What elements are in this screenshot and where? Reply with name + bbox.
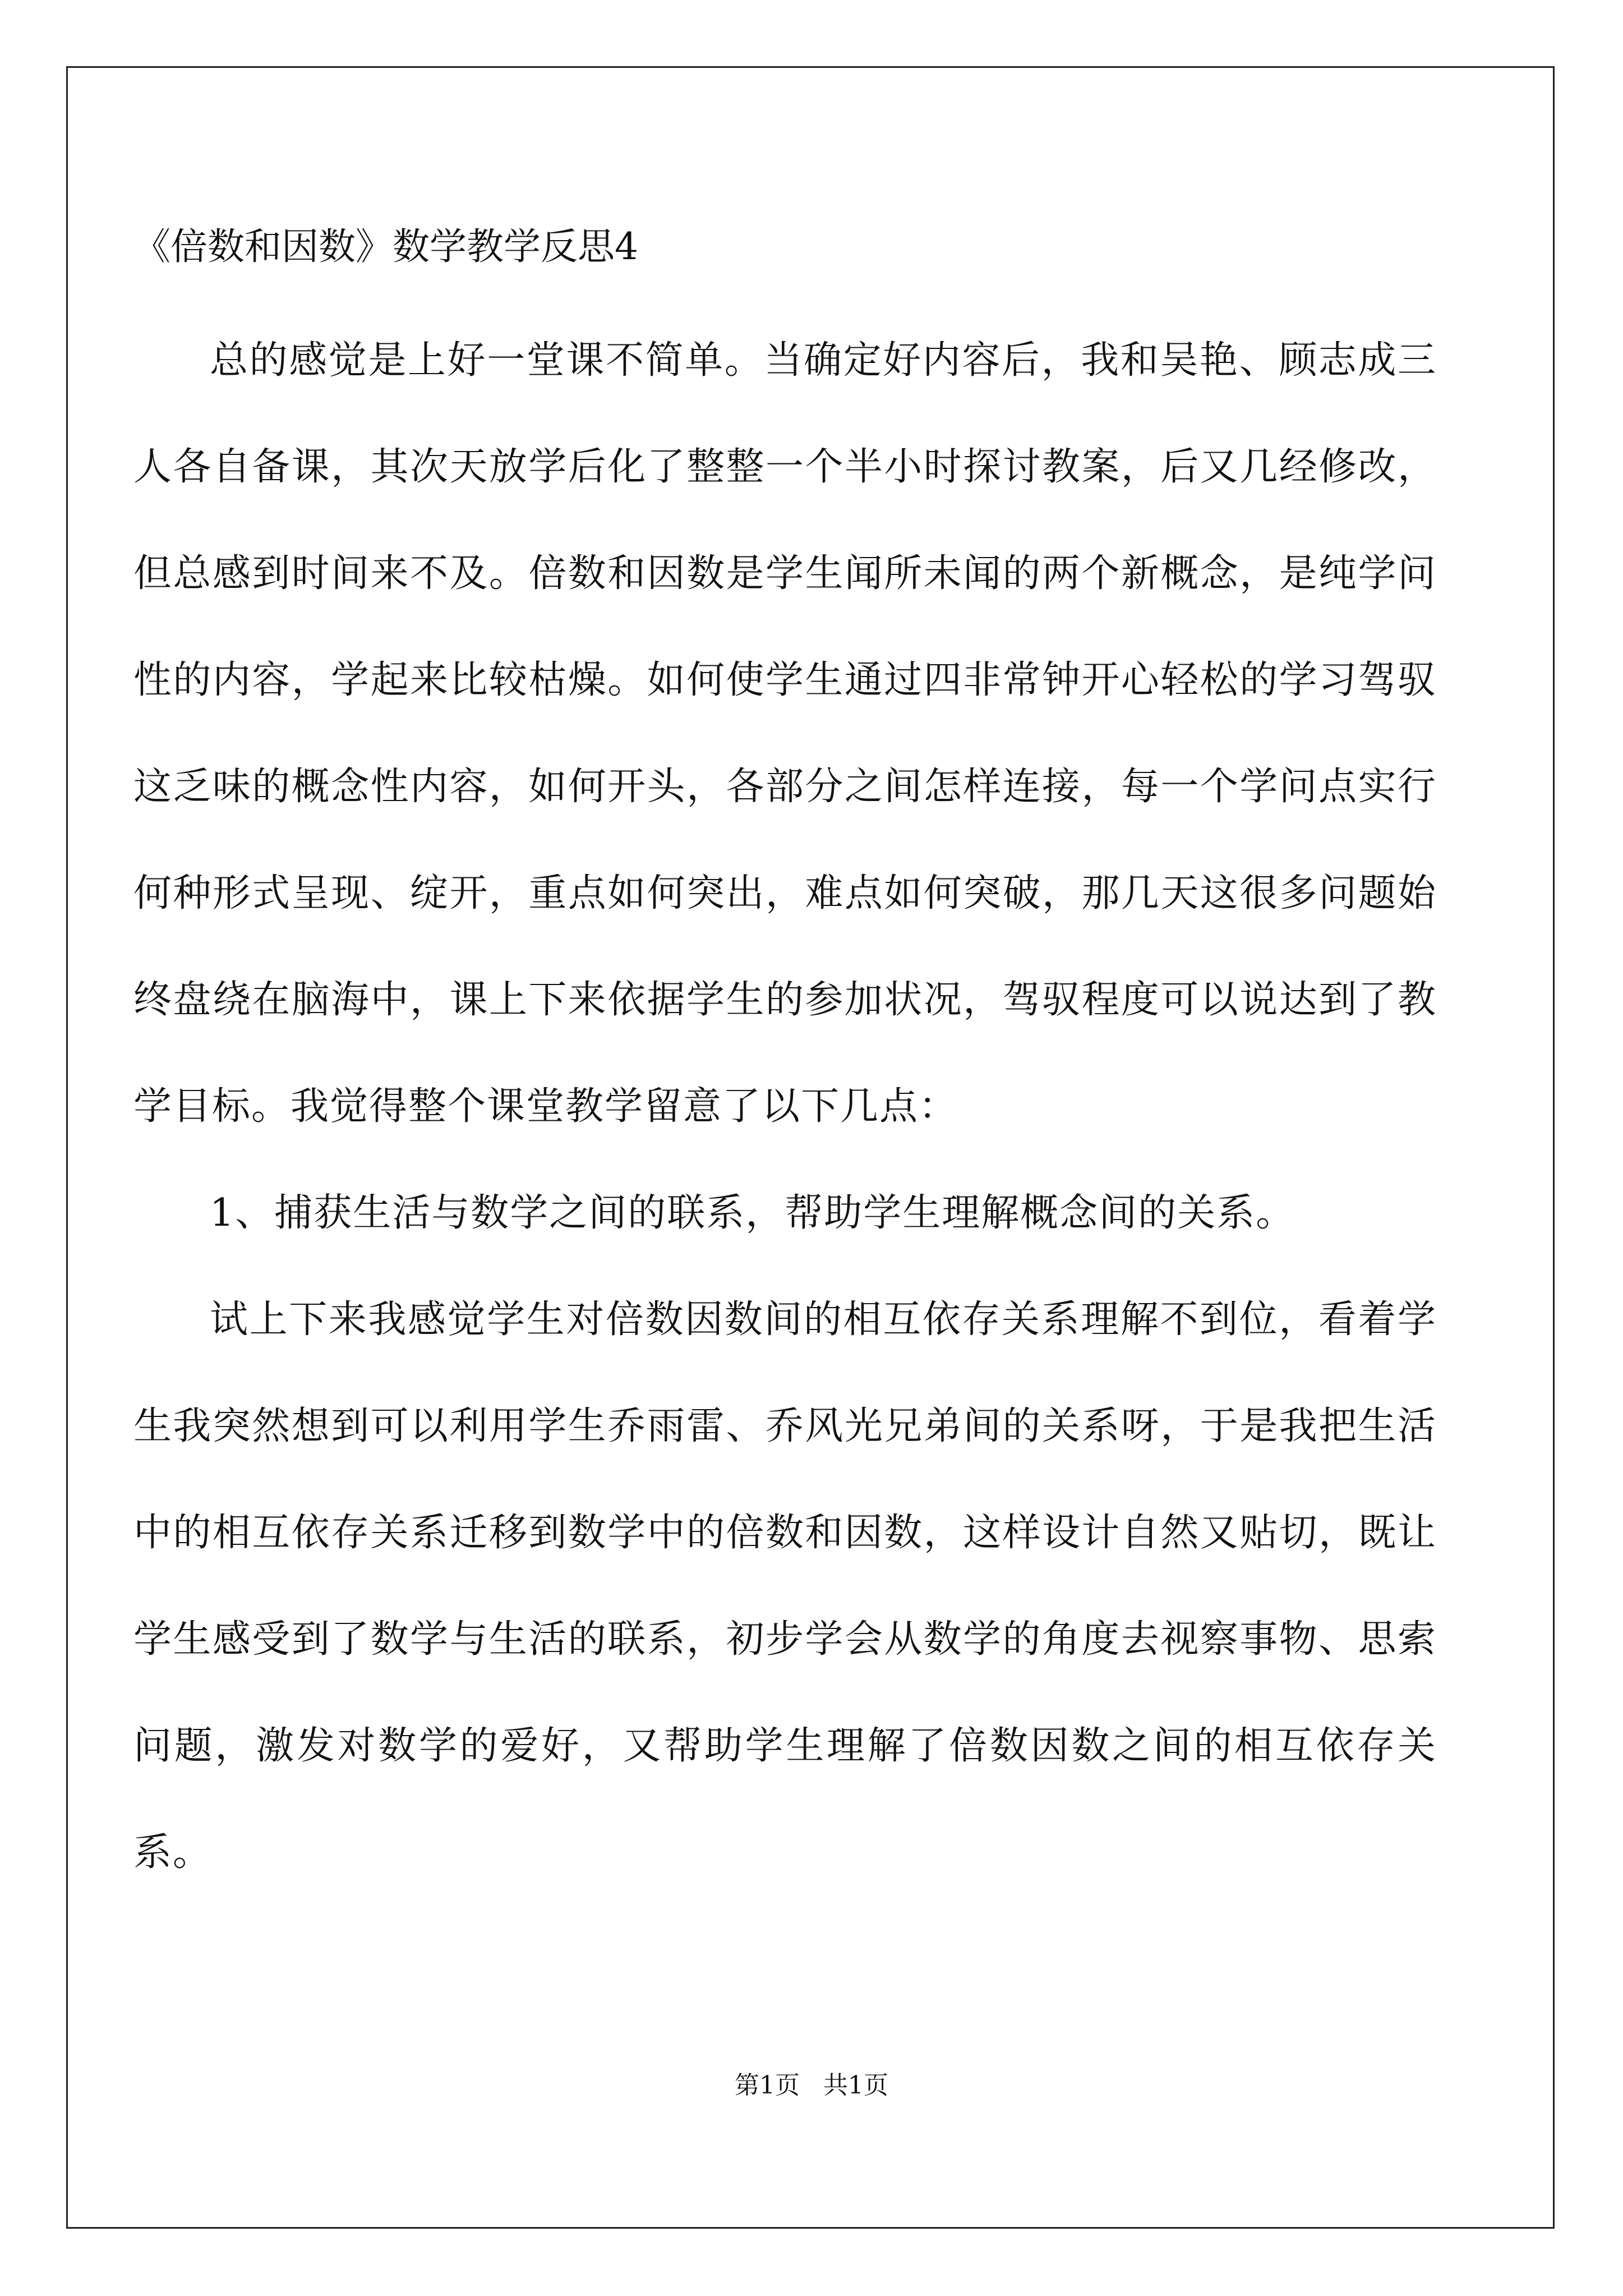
document-body	[133, 213, 1437, 1906]
paragraph-intro: 总的感觉是上好一堂课不简单。当确定好内容后，我和吴艳、顾志成三人各自备课，其次天放学后化了整整一个半小时探讨教案，后又几经修改，但总感到时间来不及。倍数和因数是学生闻所未闻的两个新概念，是纯学问性的内容，学起来比较枯燥。如何使学生通过四非常钟开心轻松的学习驾驭这乏味的概念性内容，如何开头，各部分之间怎样连接，每一个学问点实行何种形式呈现、绽开，重点如何突出，难点如何突破，那几天这很多问题始终盘绕在脑海中，课上下来依据学生的参加状况，驾驭程度可以说达到了教学目标。我觉得整个课堂教学留意了以下几点：	[133, 338, 1437, 1129]
paragraph-point-1: 1、捕获生活与数学之间的联系，帮助学生理解概念间的关系。	[210, 1191, 1295, 1235]
page-footer: 第1页 共1页	[735, 2071, 888, 2100]
document-title: 《倍数和因数》数学教学反思4	[133, 225, 638, 268]
paragraph-point-1-detail: 试上下来我感觉学生对倍数因数间的相互依存关系理解不到位，看着学生我突然想到可以利用学生乔雨雷、乔风光兄弟间的关系呀，于是我把生活中的相互依存关系迁移到数学中的倍数和因数，这样设计自然又贴切，既让学生感受到了数学与生活的联系，初步学会从数学的角度去视察事物、思索问题，激发对数学的爱好，又帮助学生理解了倍数因数之间的相互依存关系。	[133, 1297, 1437, 1875]
